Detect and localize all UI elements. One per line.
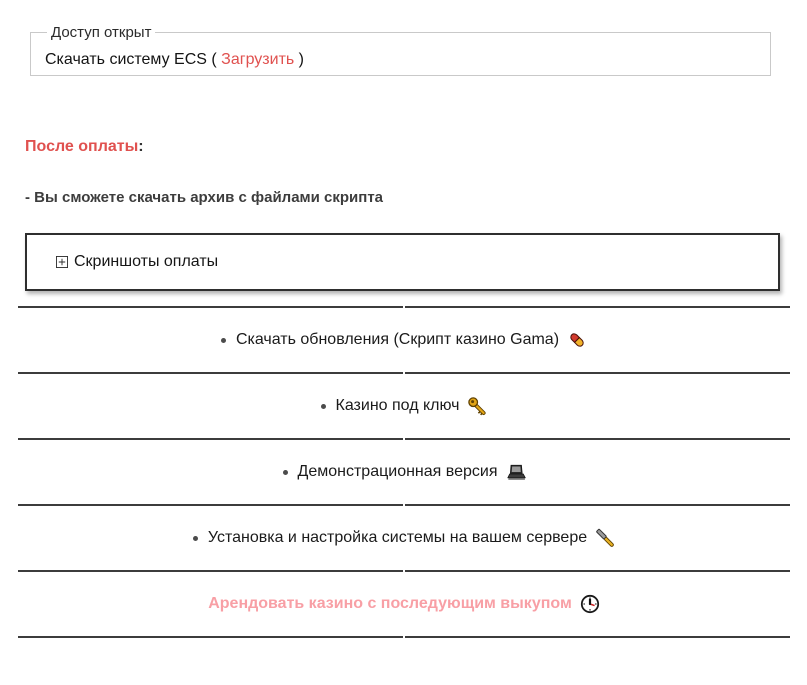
after-payment-note: - Вы сможете скачать архив с файлами скрипта — [25, 189, 384, 206]
payment-screenshots-label: Скриншоты оплаты — [74, 253, 219, 270]
list-item-label: Установка и настройка системы на вашем сервере — [207, 529, 588, 546]
list-item[interactable] — [18, 374, 790, 438]
bullet-icon — [221, 338, 226, 343]
laptop-icon — [506, 462, 526, 482]
list-item[interactable] — [18, 506, 790, 570]
plus-square-icon — [56, 256, 68, 268]
list-item[interactable] — [18, 440, 790, 504]
list-item-label: Демонстрационная версия — [297, 463, 498, 480]
list-item[interactable] — [18, 572, 790, 636]
list-item-label: Казино под ключ — [335, 397, 460, 414]
list-item-label: Арендовать казино с последующим выкупом — [208, 595, 572, 612]
divider — [18, 636, 790, 638]
clock-icon — [580, 594, 600, 614]
access-fieldset-legend: Доступ открыт — [51, 24, 152, 41]
access-fieldset — [30, 24, 771, 76]
hammer-icon — [595, 528, 615, 548]
list-item[interactable] — [18, 308, 790, 372]
payment-screenshots-toggle[interactable] — [25, 233, 780, 291]
download-link[interactable]: Загрузить — [221, 51, 295, 68]
bullet-icon — [283, 470, 288, 475]
key-icon — [467, 396, 487, 416]
after-payment-heading-colon: : — [138, 138, 144, 155]
bullet-icon — [321, 404, 326, 409]
after-payment-heading — [25, 138, 807, 156]
services-list — [18, 306, 790, 638]
list-item-label: Скачать обновления (Скрипт казино Gama) — [235, 331, 560, 348]
bullet-icon — [193, 536, 198, 541]
download-line — [45, 51, 756, 69]
pill-icon — [567, 330, 587, 350]
after-payment-heading-text: После оплаты — [25, 138, 139, 155]
download-line-text-end: ) — [294, 51, 305, 68]
download-line-text: Скачать систему ECS ( — [45, 51, 222, 68]
